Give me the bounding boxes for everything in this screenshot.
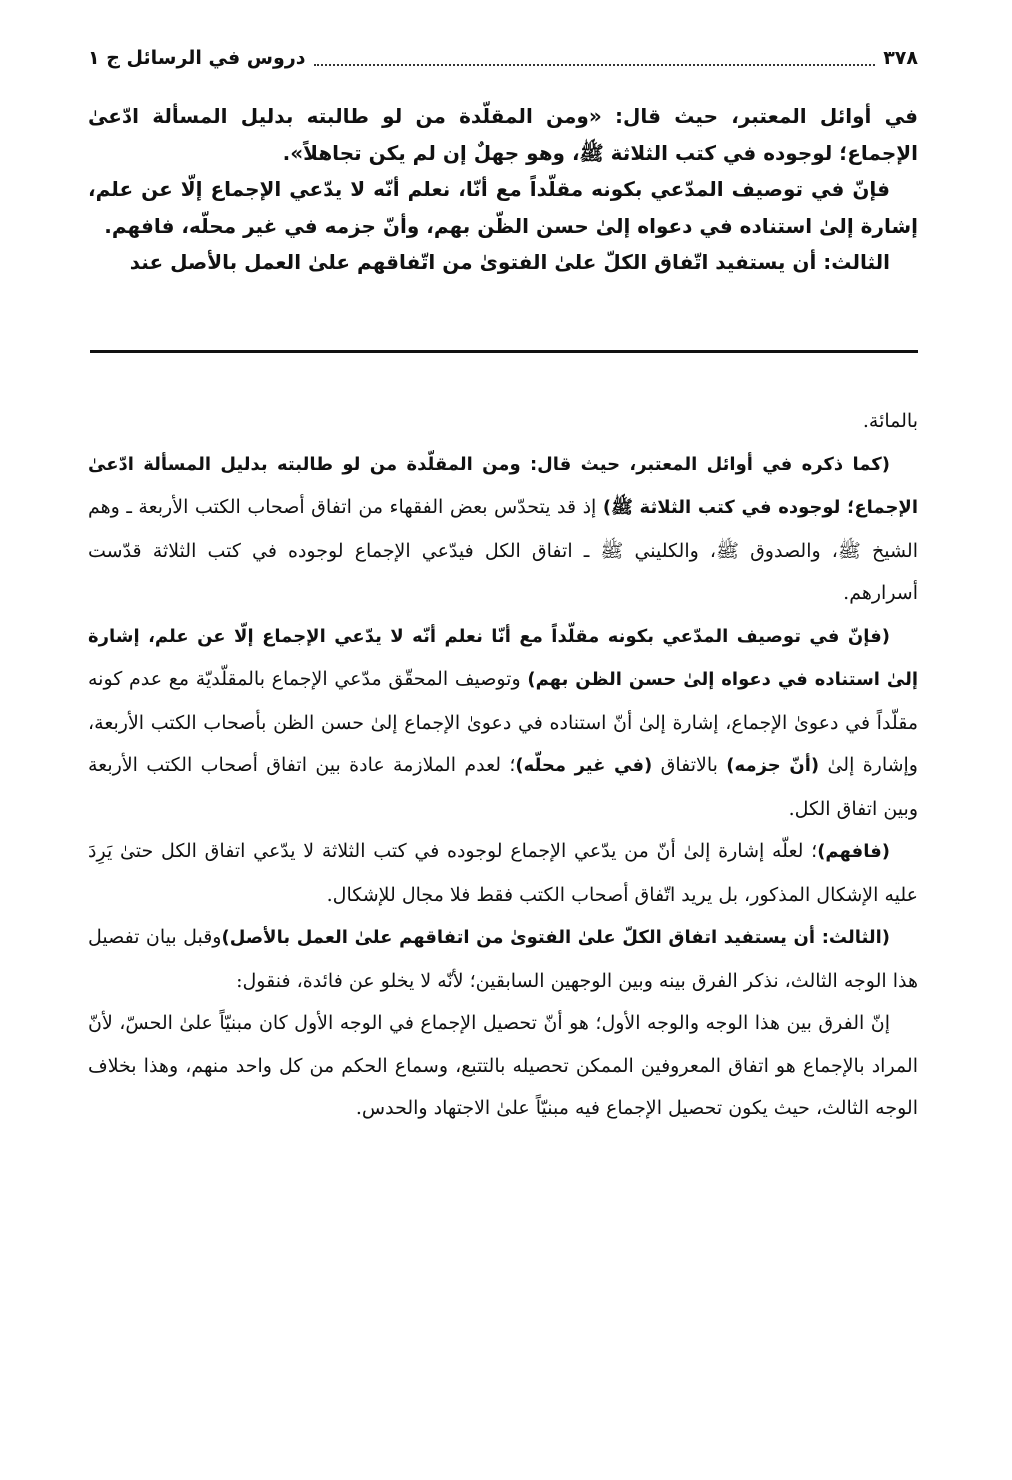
document-page <box>88 0 918 1480</box>
commentary-paragraph: إنّ الفرق بين هذا الوجه والوجه الأول؛ هو أنّ تحصيل الإجماع في الوجه الأول كان مبنيّاً علىٰ الحسّ، لأنّ المراد بالإجماع هو اتفاق المعروفين الممكن تحصيله بالتتبع، وسماع الحكم من كل واحد منهم، وهذا بخلاف الوجه الثالث، حيث يكون تحصيل الإجماع فيه مبنيّاً علىٰ الاجتهاد والحدس. <box>88 1012 918 1119</box>
commentary-text: وتوصيف المحقّق مدّعي الإجماع بالمقلّديّة مع عدم كونه مقلّداً في دعوىٰ الإجماع، إشارة إلىٰ أنّ استناده في دعوىٰ الإجماع إلىٰ حسن الظن بأصحاب الكتب الأربعة، وإشارة إلىٰ <box>88 668 918 776</box>
book-title: دروس في الرسائل ج ١ <box>88 47 306 69</box>
commentary-paragraph <box>88 443 918 615</box>
main-text-paragraph: الثالث: أن يستفيد اتّفاق الكلّ علىٰ الفتوىٰ من اتّفاقهم علىٰ العمل بالأصل عند <box>129 250 890 274</box>
commentary-text: ؛ لعلّه إشارة إلىٰ أنّ من يدّعي الإجماع لوجوده في كتب الثلاثة لا يدّعي اتفاق الكل حتىٰ يَرِدَ عليه الإشكال المذكور، بل يريد اتّفاق أصحاب الكتب فقط فلا مجال للإشكال. <box>88 840 918 906</box>
separator-rule <box>90 350 918 353</box>
commentary-paragraph <box>88 916 918 1002</box>
quoted-text: (كما ذكره في أوائل المعتبر، حيث قال: ومن المقلّدة من لو طالبته بدليل المسألة ادّعىٰ الإجماع؛ لوجوده في كتب الثلاثة ﷺ) <box>88 453 919 518</box>
main-text-block <box>88 98 918 281</box>
commentary-text: ؛ لعدم الملازمة عادة بين اتفاق أصحاب الكتب الأربعة وبين اتفاق الكل. <box>88 754 918 820</box>
commentary-paragraph <box>88 615 918 831</box>
main-text-paragraph: فإنّ في توصيف المدّعي بكونه مقلّداً مع أنّا، نعلم أنّه لا يدّعي الإجماع إلّا عن علم، إشارة إلىٰ استناده في دعواه إلىٰ حسن الظّن بهم، وأنّ جزمه في غير محلّه، فافهم. <box>88 177 918 238</box>
commentary-paragraph <box>88 830 918 916</box>
quoted-text: (فإنّ في توصيف المدّعي بكونه مقلّداً مع أنّا نعلم أنّه لا يدّعي الإجماع إلّا عن علم، إشارة إلىٰ استناده في دعواه إلىٰ حسن الظن بهم) <box>88 625 918 690</box>
commentary-text: وقبل بيان تفصيل هذا الوجه الثالث، نذكر الفرق بينه وبين الوجهين السابقين؛ لأنّه لا يخلو عن فائدة، فنقول: <box>88 926 918 992</box>
commentary-text: إذ قد يتحدّس بعض الفقهاء من اتفاق أصحاب الكتب الأربعة ـ وهم الشيخ ﷺ، والصدوق ﷺ، والكليني ﷺ ـ اتفاق الكل فيدّعي الإجماع لوجوده في كتب الثلاثة قدّست أسرارهم. <box>88 496 918 604</box>
quoted-text: (أنّ جزمه) <box>726 755 820 776</box>
quoted-text: (الثالث: أن يستفيد اتفاق الكلّ علىٰ الفتوىٰ من اتفاقهم علىٰ العمل بالأصل) <box>221 927 890 948</box>
quoted-text: (فافهم) <box>817 841 890 862</box>
commentary-text: بالاتفاق <box>652 754 727 776</box>
commentary-block <box>88 400 918 1130</box>
quoted-text: (في غير محلّه) <box>515 755 653 776</box>
running-header <box>88 40 918 76</box>
main-text-paragraph: في أوائل المعتبر، حيث قال: «ومن المقلّدة من لو طالبته بدليل المسألة ادّعىٰ الإجماع؛ لوجوده في كتب الثلاثة ﷺ، وهو جهلٌ إن لم يكن تجاهلاً». <box>88 104 918 165</box>
commentary-paragraph: بالمائة. <box>862 410 918 432</box>
header-leader-dots <box>314 50 876 66</box>
page-number: ٣٧٨ <box>883 47 918 69</box>
